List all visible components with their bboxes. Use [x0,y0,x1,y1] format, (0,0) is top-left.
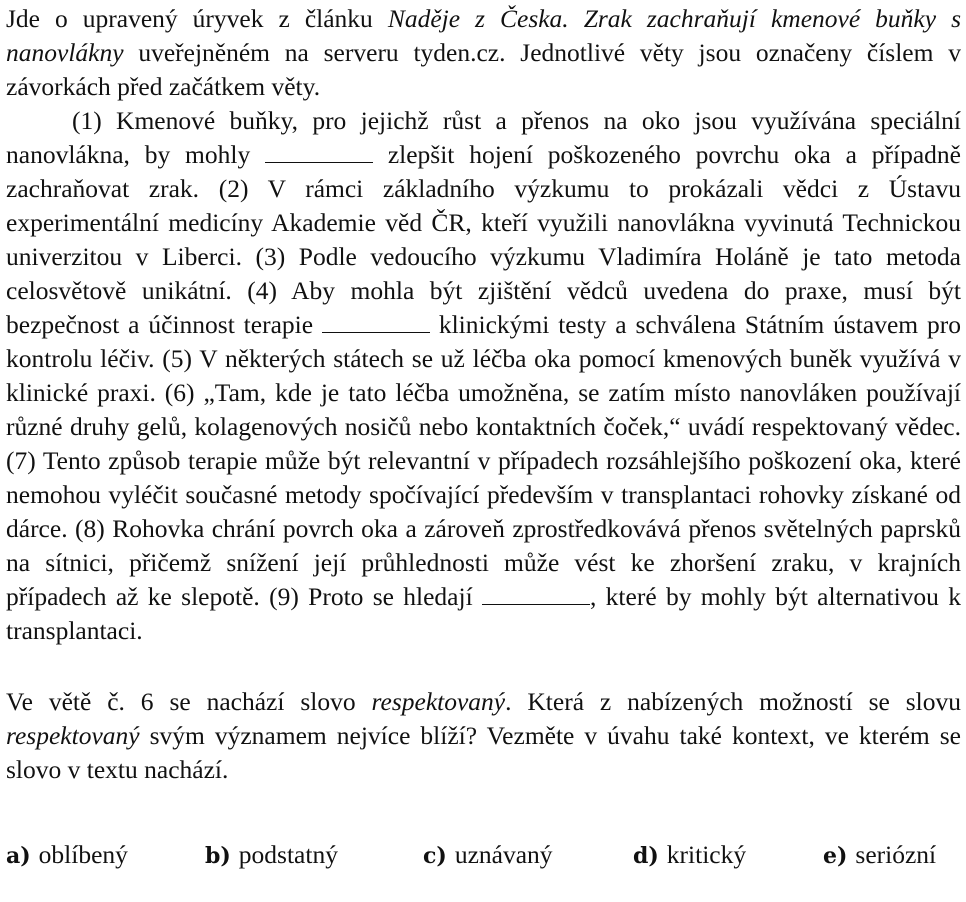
intro-lead: Jde o upravený úryvek z článku [6,4,388,33]
blank-3 [482,584,590,605]
article-part-2: zlepšit hojení poškozeného povrchu oka a případně zachraňovat zrak. (2) V rámci základního výzkumu to prokázali vědci z Ústavu experimentální medicíny Akademie věd ČR, kteří využili nanovlákna vyvinutá Technickou univerzitou v Liberci. (3) Podle vedoucího výzkumu Vladimíra Holáně je tato metoda celosvětově unikátní. (4) Aby mohla být zjištění vědců uvedena do praxe, musí být bezpečnost a účinnost terapie [6,140,961,339]
article-part-4: , které by mohly být alternativou k transplantaci. [6,582,961,645]
article-title: Naděje z Česka. Zrak zachraňují kmenové buňky s nanovlákny [6,4,962,67]
option-a[interactable] [6,838,128,873]
option-b-letter: b) [205,843,231,869]
question-word: respektovaný [371,687,506,716]
intro-paragraph [6,2,961,104]
option-b-text: podstatný [238,840,338,869]
question-middle: . Která z nabízených možností se slovu [505,687,961,716]
option-d-text: kritický [666,840,747,869]
question-lead: Ve větě č. 6 se nachází slovo [6,687,372,716]
question-word-repeat: respektovaný [6,721,140,750]
option-d[interactable] [633,838,746,873]
option-d-letter: d) [633,843,659,869]
option-e-text: seriózní [855,840,937,869]
option-c-text: uznávaný [454,840,553,869]
blank-1 [265,142,373,163]
intro-tail: uveřejněném na serveru tyden.cz. Jednotlivé věty jsou označeny číslem v závorkách před začátkem věty. [6,38,961,101]
option-a-letter: a) [6,843,31,869]
blank-2 [322,312,430,333]
option-c[interactable] [423,838,553,873]
question-text [6,685,961,787]
document-page [6,2,962,869]
option-a-text: oblíbený [38,840,128,869]
option-e[interactable] [823,838,936,873]
option-e-letter: e) [823,843,848,869]
answer-options [6,838,961,872]
article-part-3: klinickými testy a schválena Státním ústavem pro kontrolu léčiv. (5) V některých státech se už léčba oka pomocí kmenových buněk využívá v klinické praxi. (6) „Tam, kde je tato léčba umožněna, se zatím místo nanovláken používají různé druhy gelů, kolagenových nosičů nebo kontaktních čoček,“ uvádí respektovaný vědec. (7) Tento způsob terapie může být relevantní v případech rozsáhlejšího poškození oka, které nemohou vyléčit současné metody spočívající především v transplantaci rohovky získané od dárce. (8) Rohovka chrání povrch oka a zároveň zprostředkovává přenos světelných paprsků na sítnici, přičemž snížení její průhlednosti může vést ke zhoršení zraku, v krajních případech až ke slepotě. (9) Proto se hledají [6,310,961,611]
option-b[interactable] [205,838,338,873]
option-c-letter: c) [423,843,447,869]
article-text [6,104,961,648]
article-part-1: (1) Kmenové buňky, pro jejichž růst a přenos na oko jsou využívána speciální nanovlákna, by mohly [6,106,961,169]
question-tail: svým významem nejvíce blíží? Vezměte v úvahu také kontext, ve kterém se slovo v textu nachází. [6,721,961,784]
